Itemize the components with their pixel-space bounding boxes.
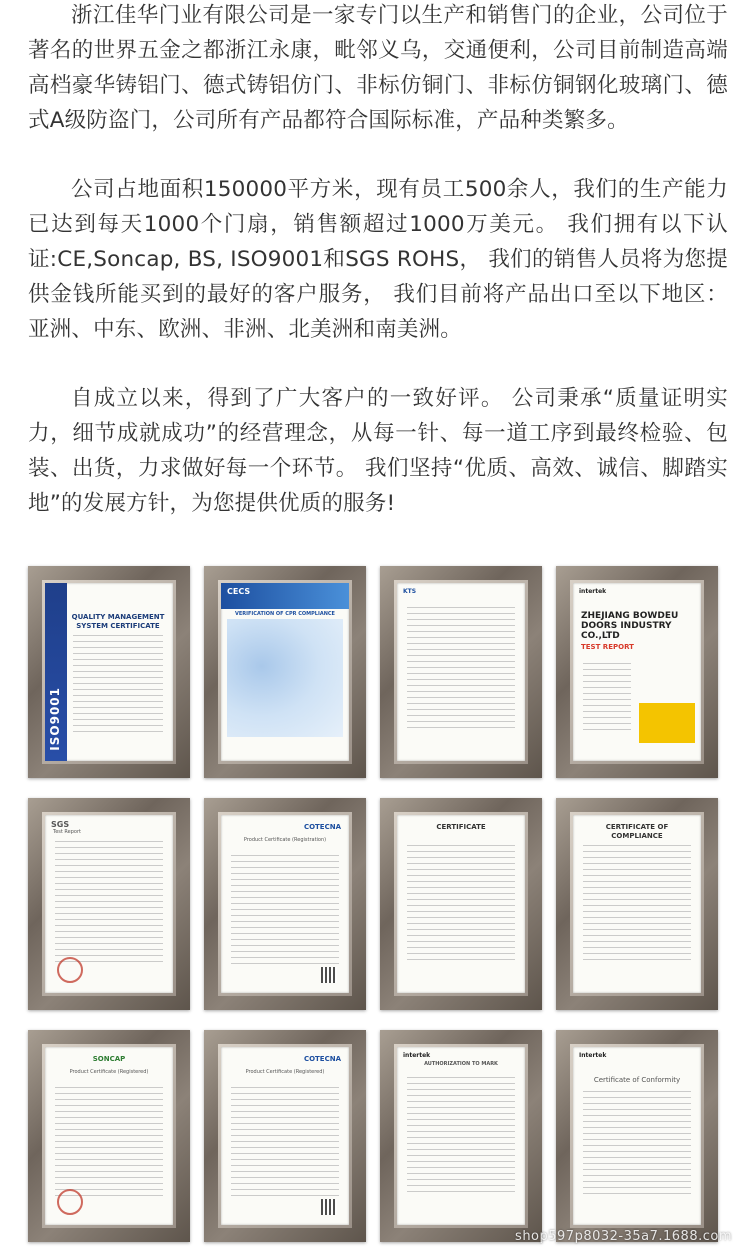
certificate-subtitle: Test Report xyxy=(53,829,82,835)
certificate-frame-generic[interactable] xyxy=(380,798,542,1010)
certificate-document xyxy=(221,583,349,761)
certificate-frame-soncap[interactable] xyxy=(28,1030,190,1242)
world-map-image xyxy=(227,619,343,737)
certificate-subtitle: Certificate of Conformity xyxy=(593,1076,681,1084)
certificate-document xyxy=(573,583,701,761)
certificate-subtitle: AUTHORIZATION TO MARK xyxy=(424,1061,498,1067)
certificate-frame-cotecna-1[interactable] xyxy=(204,798,366,1010)
certificate-frame-cotecna-2[interactable] xyxy=(204,1030,366,1242)
certificate-frame-sgs[interactable] xyxy=(28,798,190,1010)
intro-paragraph-1: 浙江佳华门业有限公司是一家专门以生产和销售门的企业，公司位于著名的世界五金之都浙江永康，毗邻义乌，交通便利，公司目前制造高端高档豪华铸铝门、德式铸铝仿门、非标仿铜门、非标仿铜钢化玻璃门、德式A级防盗门，公司所有产品都符合国际标准，产品种类繁多。 xyxy=(28,3,728,133)
watermark-text: shop597p8032-35a7.1688.com xyxy=(515,1229,732,1244)
certificate-logo: intertek xyxy=(403,1052,431,1059)
certificate-document xyxy=(397,583,525,761)
certificate-gallery xyxy=(28,566,720,1242)
certificate-document xyxy=(221,815,349,993)
certificate-frame-intertek-test[interactable] xyxy=(556,566,718,778)
certificate-title: QUALITY MANAGEMENT SYSTEM CERTIFICATE xyxy=(71,613,165,630)
certificate-subtitle: Product Certificate (Registration) xyxy=(243,837,327,843)
certificate-subtitle: Product Certificate (Registered) xyxy=(245,1069,325,1075)
stamp-seal xyxy=(57,1189,83,1215)
qr-code-icon xyxy=(321,967,337,983)
crane-graphic xyxy=(639,703,695,743)
certificate-document xyxy=(397,1047,525,1225)
certificate-frame-intertek-auth[interactable] xyxy=(380,1030,542,1242)
certificate-frame-compliance[interactable] xyxy=(556,798,718,1010)
iso-band-label: ISO9001 xyxy=(48,687,62,751)
certificate-subtitle: VERIFICATION OF CPR COMPLIANCE xyxy=(235,611,335,617)
certificate-logo: SGS xyxy=(51,820,70,829)
certificate-document xyxy=(45,583,173,761)
certificate-frame-iso[interactable] xyxy=(28,566,190,778)
certificate-title: CECS xyxy=(221,583,349,609)
certificate-logo: COTECNA xyxy=(303,823,341,831)
certificate-document xyxy=(45,1047,173,1225)
certificate-title: CERTIFICATE OF COMPLIANCE xyxy=(605,823,669,840)
qr-code-icon xyxy=(321,1199,337,1215)
certificate-subtitle: ZHEJIANG BOWDEU DOORS INDUSTRY CO.,LTD xyxy=(581,611,679,641)
stamp-seal xyxy=(57,957,83,983)
certificate-document xyxy=(573,1047,701,1225)
certificate-logo: Intertek xyxy=(579,1052,607,1059)
certificate-document xyxy=(221,1047,349,1225)
certificate-frame-intertek-conformity[interactable] xyxy=(556,1030,718,1242)
certificate-logo: SONCAP xyxy=(92,1055,126,1063)
intro-paragraph-3: 自成立以来，得到了广大客户的一致好评。 公司秉承“质量证明实力，细节成就成功”的经营理念，从每一针、每一道工序到最终检验、包装、出货，力求做好每一个环节。 我们坚持“优质、高效、诚信、脚踏实地”的发展方针，为您提供优质的服务! xyxy=(28,386,728,516)
certificate-frame-kts[interactable] xyxy=(380,566,542,778)
intro-paragraph-2: 公司占地面积150000平方米，现有员工500余人，我们的生产能力已达到每天1000个门扇，销售额超过1000万美元。 我们拥有以下认证:CE,Soncap, BS, ISO9001和SGS ROHS， 我们的销售人员将为您提供金钱所能买到的最好的客户服务， 我们目前将产品出口至以下地区： 亚洲、中东、欧洲、非洲、北美洲和南美洲。 xyxy=(28,177,728,342)
certificate-document xyxy=(573,815,701,993)
certificate-logo: COTECNA xyxy=(303,1055,341,1063)
certificate-frame-cecs[interactable] xyxy=(204,566,366,778)
certificate-logo: intertek xyxy=(579,588,607,595)
certificate-title: CERTIFICATE xyxy=(436,823,486,831)
certificate-document xyxy=(45,815,173,993)
test-report-label: TEST REPORT xyxy=(581,643,634,651)
certificate-subtitle: Product Certificate (Registered) xyxy=(69,1069,149,1075)
certificate-logo: KTS xyxy=(403,588,417,595)
certificate-document xyxy=(397,815,525,993)
